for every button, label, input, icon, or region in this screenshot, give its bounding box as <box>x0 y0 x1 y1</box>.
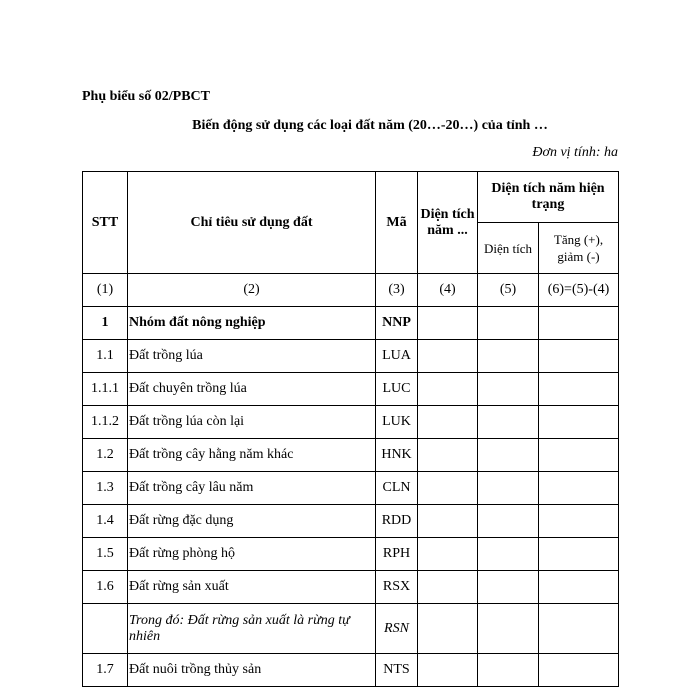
row-change <box>539 439 619 472</box>
row-name: Đất trồng cây lâu năm <box>128 472 376 505</box>
table-row <box>83 571 619 604</box>
row-code: LUA <box>376 340 418 373</box>
row-code: RSN <box>376 604 418 654</box>
row-code: LUC <box>376 373 418 406</box>
row-change <box>539 472 619 505</box>
table-row <box>83 472 619 505</box>
row-name: Đất rừng đặc dụng <box>128 505 376 538</box>
row-area-year <box>418 373 478 406</box>
header-stt: STT <box>83 172 128 274</box>
table-row <box>83 604 619 654</box>
row-change <box>539 505 619 538</box>
row-stt: 1.1.2 <box>83 406 128 439</box>
row-name: Đất nuôi trồng thủy sản <box>128 654 376 687</box>
row-code: RDD <box>376 505 418 538</box>
row-current-area <box>478 373 539 406</box>
row-stt <box>83 604 128 654</box>
row-code: NTS <box>376 654 418 687</box>
row-current-area <box>478 604 539 654</box>
row-stt: 1.2 <box>83 439 128 472</box>
row-name: Đất rừng phòng hộ <box>128 538 376 571</box>
table-row <box>83 373 619 406</box>
col-number: (3) <box>376 274 418 307</box>
row-stt: 1 <box>83 307 128 340</box>
row-change <box>539 307 619 340</box>
table-row <box>83 654 619 687</box>
row-name: Đất trồng lúa <box>128 340 376 373</box>
appendix-label: Phụ biểu số 02/PBCT <box>82 89 210 104</box>
row-area-year <box>418 406 478 439</box>
row-stt: 1.4 <box>83 505 128 538</box>
row-name: Đất rừng sản xuất <box>128 571 376 604</box>
row-current-area <box>478 505 539 538</box>
row-stt: 1.6 <box>83 571 128 604</box>
header-indicator: Chỉ tiêu sử dụng đất <box>128 172 376 274</box>
row-area-year <box>418 571 478 604</box>
header-change: Tăng (+), giảm (-) <box>539 223 619 274</box>
table-row <box>83 439 619 472</box>
row-name: Đất trồng cây hằng năm khác <box>128 439 376 472</box>
table-row <box>83 307 619 340</box>
col-number: (5) <box>478 274 539 307</box>
row-name: Đất chuyên trồng lúa <box>128 373 376 406</box>
row-code: HNK <box>376 439 418 472</box>
row-area-year <box>418 340 478 373</box>
row-name: Đất trồng lúa còn lại <box>128 406 376 439</box>
row-name: Nhóm đất nông nghiệp <box>128 307 376 340</box>
row-change <box>539 604 619 654</box>
row-name: Trong đó: Đất rừng sản xuất là rừng tự nhiên <box>128 604 376 654</box>
row-change <box>539 406 619 439</box>
document-title: Biến động sử dụng các loại đất năm (20…-20…) của tỉnh … <box>192 118 548 133</box>
row-stt: 1.5 <box>83 538 128 571</box>
row-area-year <box>418 505 478 538</box>
row-current-area <box>478 654 539 687</box>
row-current-area <box>478 439 539 472</box>
row-stt: 1.7 <box>83 654 128 687</box>
header-current-area: Diện tích <box>478 223 539 274</box>
row-stt: 1.1.1 <box>83 373 128 406</box>
row-current-area <box>478 538 539 571</box>
header-area-year: Diện tích năm ... <box>418 172 478 274</box>
header-code: Mã <box>376 172 418 274</box>
row-change <box>539 571 619 604</box>
row-code: RSX <box>376 571 418 604</box>
row-change <box>539 373 619 406</box>
row-stt: 1.3 <box>83 472 128 505</box>
col-number: (2) <box>128 274 376 307</box>
row-change <box>539 340 619 373</box>
row-area-year <box>418 538 478 571</box>
row-area-year <box>418 439 478 472</box>
header-current-group: Diện tích năm hiện trạng <box>478 172 619 223</box>
row-current-area <box>478 307 539 340</box>
land-use-table <box>82 171 619 687</box>
row-current-area <box>478 472 539 505</box>
table-row <box>83 340 619 373</box>
row-change <box>539 654 619 687</box>
row-area-year <box>418 472 478 505</box>
table-row <box>83 538 619 571</box>
col-number: (1) <box>83 274 128 307</box>
row-current-area <box>478 571 539 604</box>
row-current-area <box>478 340 539 373</box>
row-stt: 1.1 <box>83 340 128 373</box>
row-code: RPH <box>376 538 418 571</box>
unit-label: Đơn vị tính: ha <box>532 145 618 160</box>
col-number: (4) <box>418 274 478 307</box>
row-current-area <box>478 406 539 439</box>
row-area-year <box>418 604 478 654</box>
col-number: (6)=(5)-(4) <box>539 274 619 307</box>
row-area-year <box>418 307 478 340</box>
row-code: NNP <box>376 307 418 340</box>
table-row <box>83 505 619 538</box>
row-area-year <box>418 654 478 687</box>
row-change <box>539 538 619 571</box>
row-code: LUK <box>376 406 418 439</box>
row-code: CLN <box>376 472 418 505</box>
table-row <box>83 406 619 439</box>
